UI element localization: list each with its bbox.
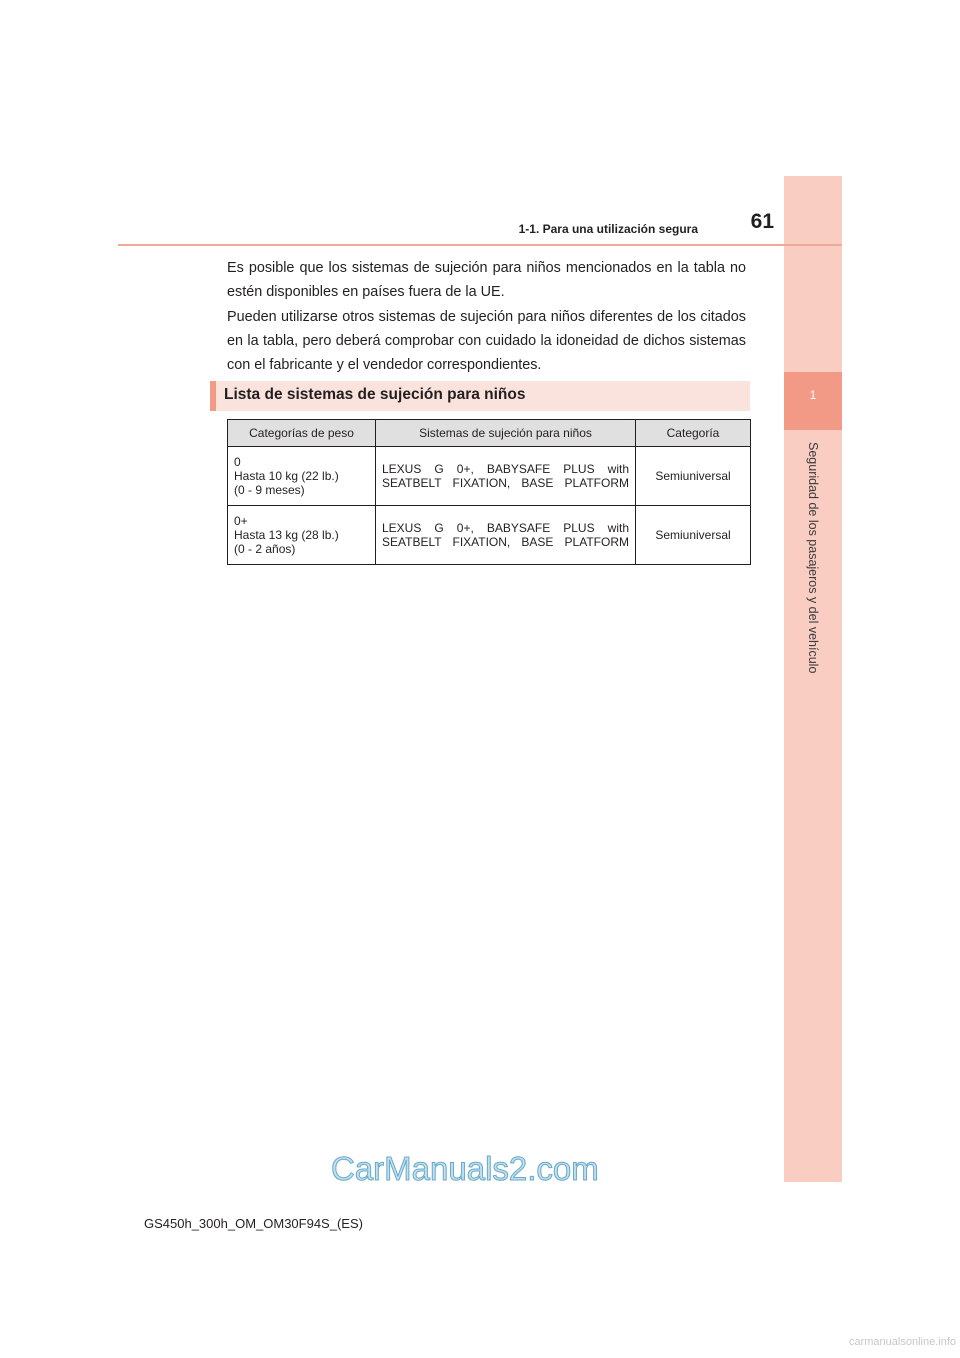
child-restraint-table [227, 419, 751, 565]
table-header-row [228, 420, 751, 447]
page-number: 61 [750, 210, 774, 233]
table-cell-category: Semiuniversal [636, 506, 751, 565]
table-row [228, 447, 751, 506]
system-line-2: SEATBELT FIXATION, BASE PLATFORM [382, 535, 629, 549]
table-cell-weight [228, 506, 376, 565]
section-heading-accent [210, 381, 216, 411]
age-range: (0 - 2 años) [234, 542, 296, 556]
age-range: (0 - 9 meses) [234, 483, 305, 497]
weight-limit: Hasta 10 kg (22 lb.) [234, 469, 339, 483]
weight-limit: Hasta 13 kg (28 lb.) [234, 528, 339, 542]
table-cell-system [376, 506, 636, 565]
table-header-weight: Categorías de peso [228, 420, 376, 447]
table-cell-weight [228, 447, 376, 506]
table-row [228, 506, 751, 565]
system-line-1: LEXUS G 0+, BABYSAFE PLUS with [382, 521, 629, 535]
table-cell-category: Semiuniversal [636, 447, 751, 506]
chapter-number: 1 [809, 388, 817, 402]
weight-group: 0 [234, 455, 241, 469]
table-cell-system [376, 447, 636, 506]
system-line-2: SEATBELT FIXATION, BASE PLATFORM [382, 476, 629, 490]
table-header-category: Categoría [636, 420, 751, 447]
system-line-1: LEXUS G 0+, BABYSAFE PLUS with [382, 462, 629, 476]
watermark-secondary: carmanualsonline.info [848, 1336, 956, 1348]
header-section-title: 1-1. Para una utilización segura [518, 222, 698, 236]
watermark-logo: CarManuals2.com [331, 1150, 599, 1187]
weight-group: 0+ [234, 514, 248, 528]
paragraph-availability: Es posible que los sistemas de sujeción para niños mencionados en la tabla no estén disponibles en países fuera de la UE. [227, 260, 746, 300]
paragraph-other-systems: Pueden utilizarse otros sistemas de sujeción para niños diferentes de los citados en la tabla, pero deberá comprobar con cuidado la idoneidad de dichos sistemas con el fabricante y el vendedor correspondientes. [227, 309, 746, 373]
chapter-label: Seguridad de los pasajeros y del vehículo [806, 442, 820, 674]
table-header-system: Sistemas de sujeción para niños [376, 420, 636, 447]
section-heading-title: Lista de sistemas de sujeción para niños [224, 386, 526, 403]
footer-document-code: GS450h_300h_OM_OM30F94S_(ES) [144, 1216, 363, 1231]
side-tab [784, 176, 842, 1182]
section-heading [210, 381, 750, 411]
header-rule [118, 244, 842, 246]
